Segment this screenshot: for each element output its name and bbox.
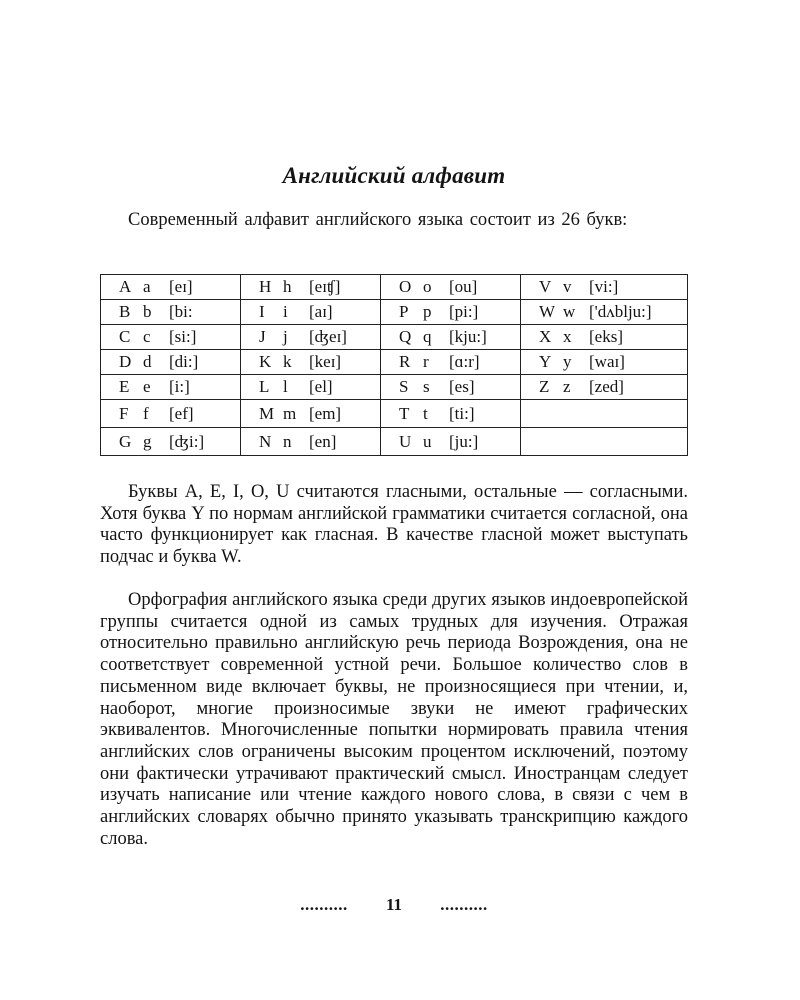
letter-transcription: [ɑ:r] [449, 352, 480, 371]
table-cell [241, 300, 381, 325]
letter-lowercase: h [283, 277, 292, 296]
letter-transcription: ['dʌblju:] [589, 302, 652, 321]
table-cell [521, 428, 688, 456]
letter-lowercase: r [423, 352, 429, 371]
letter-uppercase: L [259, 377, 270, 396]
letter-transcription: [ef] [169, 403, 194, 423]
table-cell [241, 428, 381, 456]
page-footer [100, 895, 688, 915]
letter-transcription: [es] [449, 377, 475, 396]
table-row [101, 300, 688, 325]
letter-lowercase: u [423, 431, 432, 451]
table-cell [381, 325, 521, 350]
letter-lowercase: f [143, 403, 149, 423]
letter-uppercase: Q [399, 327, 412, 346]
footer-dots-right: .......... [440, 895, 488, 914]
intro-paragraph: Современный алфавит английского языка состоит из 26 букв: [128, 210, 628, 230]
letter-uppercase: W [539, 302, 556, 321]
letter-lowercase: t [423, 403, 428, 423]
letter-uppercase: O [399, 277, 412, 296]
letter-transcription: [bi: [169, 302, 193, 321]
letter-lowercase: s [423, 377, 430, 396]
table-cell [101, 428, 241, 456]
letter-uppercase: N [259, 431, 272, 451]
letter-uppercase: C [119, 327, 131, 346]
table-row [101, 325, 688, 350]
table-cell [381, 400, 521, 428]
letter-transcription: [ʤi:] [169, 431, 205, 451]
letter-lowercase: y [563, 352, 572, 371]
letter-uppercase: J [259, 327, 266, 346]
page-title: Английский алфавит [282, 163, 506, 188]
table-cell [241, 325, 381, 350]
letter-lowercase: n [283, 431, 292, 451]
page-number: 11 [385, 895, 403, 914]
letter-transcription: [zed] [589, 377, 624, 396]
table-cell [241, 400, 381, 428]
letter-uppercase: U [399, 431, 412, 451]
table-cell [521, 400, 688, 428]
letter-uppercase: A [119, 277, 132, 296]
table-cell [101, 325, 241, 350]
letter-uppercase: E [119, 377, 130, 396]
letter-lowercase: k [283, 352, 292, 371]
letter-transcription: [pi:] [449, 302, 479, 321]
letter-transcription: [eks] [589, 327, 623, 346]
letter-lowercase: i [283, 302, 288, 321]
table-cell [521, 375, 688, 400]
letter-transcription: [em] [309, 403, 342, 423]
letter-lowercase: w [563, 302, 576, 321]
letter-transcription: [eɪʧ] [309, 277, 341, 296]
table-cell [101, 350, 241, 375]
letter-lowercase: p [423, 302, 432, 321]
letter-transcription: [si:] [169, 327, 197, 346]
table-cell [521, 300, 688, 325]
letter-transcription: [ʤeɪ] [309, 327, 347, 346]
letter-lowercase: z [563, 377, 571, 396]
letter-lowercase: g [143, 431, 152, 451]
letter-uppercase: M [259, 403, 275, 423]
letter-uppercase: Y [539, 352, 552, 371]
letter-uppercase: T [399, 403, 410, 423]
letter-transcription: [i:] [169, 377, 190, 396]
letter-transcription: [keɪ] [309, 352, 342, 371]
letter-transcription: [en] [309, 431, 337, 451]
letter-uppercase: H [259, 277, 272, 296]
letter-uppercase: K [259, 352, 272, 371]
letter-lowercase: a [143, 277, 151, 296]
letter-transcription: [vi:] [589, 277, 619, 296]
letter-uppercase: F [119, 403, 129, 423]
letter-transcription: [eɪ] [169, 277, 193, 296]
letter-lowercase: c [143, 327, 151, 346]
table-cell [241, 350, 381, 375]
letter-transcription: [di:] [169, 352, 199, 371]
alphabet-table-body [101, 275, 688, 456]
table-cell [521, 325, 688, 350]
letter-transcription: [aɪ] [309, 302, 333, 321]
vowels-paragraph: Буквы A, E, I, O, U считаются гласными, остальные — согласными. Хотя буква Y по нормам английской грамматики считается согласной, она часто функционирует как гласная. В качестве гласной может выступать подчас и буква W. [100, 482, 688, 568]
letter-transcription: [ti:] [449, 403, 475, 423]
letter-lowercase: m [283, 403, 297, 423]
letter-uppercase: V [539, 277, 552, 296]
letter-lowercase: x [563, 327, 572, 346]
table-cell [241, 375, 381, 400]
letter-lowercase: e [143, 377, 151, 396]
table-cell [521, 275, 688, 300]
letter-uppercase: D [119, 352, 132, 371]
table-cell [381, 428, 521, 456]
letter-uppercase: Z [539, 377, 550, 396]
orthography-paragraph: Орфография английского языка среди других языков индоевропейской группы считается одной из самых трудных для изучения. Отражая относительно правильно английскую речь периода Возрождения, она не соответствует современной устной речи. Большое количество слов в письменном виде включает буквы, не произносящиеся при чтении, и, наоборот, многие произносимые звуки не имеют графических эквивалентов. Многочисленные попытки нормировать правила чтения английских слов ограничены высоким процентом исключений, поэтому они фактически утрачивают практический смысл. Иностранцам следует изучать написание или чтение каждого нового слова, в связи с чем в английских словарях обычно принято указывать транскрипцию каждого слова. [100, 590, 688, 849]
table-row [101, 275, 688, 300]
letter-transcription: [ou] [449, 277, 478, 296]
table-cell [101, 275, 241, 300]
letter-uppercase: X [539, 327, 552, 346]
letter-transcription: [el] [309, 377, 333, 396]
table-row [101, 375, 688, 400]
table-cell [521, 350, 688, 375]
table-cell [101, 375, 241, 400]
table-cell [381, 275, 521, 300]
letter-transcription: [ju:] [449, 431, 479, 451]
table-row [101, 400, 688, 428]
table-cell [101, 300, 241, 325]
table-cell [381, 375, 521, 400]
letter-lowercase: l [283, 377, 288, 396]
footer-dots-left: .......... [300, 895, 348, 914]
letter-lowercase: b [143, 302, 152, 321]
letter-uppercase: P [399, 302, 409, 321]
letter-lowercase: q [423, 327, 432, 346]
letter-uppercase: R [399, 352, 411, 371]
letter-lowercase: d [143, 352, 152, 371]
letter-lowercase: j [283, 327, 288, 346]
table-row [101, 428, 688, 456]
letter-lowercase: o [423, 277, 432, 296]
table-cell [381, 350, 521, 375]
letter-uppercase: B [119, 302, 131, 321]
letter-transcription: [kju:] [449, 327, 487, 346]
letter-uppercase: I [259, 302, 265, 321]
letter-uppercase: G [119, 431, 132, 451]
letter-transcription: [waɪ] [589, 352, 625, 371]
table-cell [101, 400, 241, 428]
letter-lowercase: v [563, 277, 572, 296]
table-cell [241, 275, 381, 300]
alphabet-table [100, 274, 688, 456]
letter-uppercase: S [399, 377, 409, 396]
table-row [101, 350, 688, 375]
table-cell [381, 300, 521, 325]
